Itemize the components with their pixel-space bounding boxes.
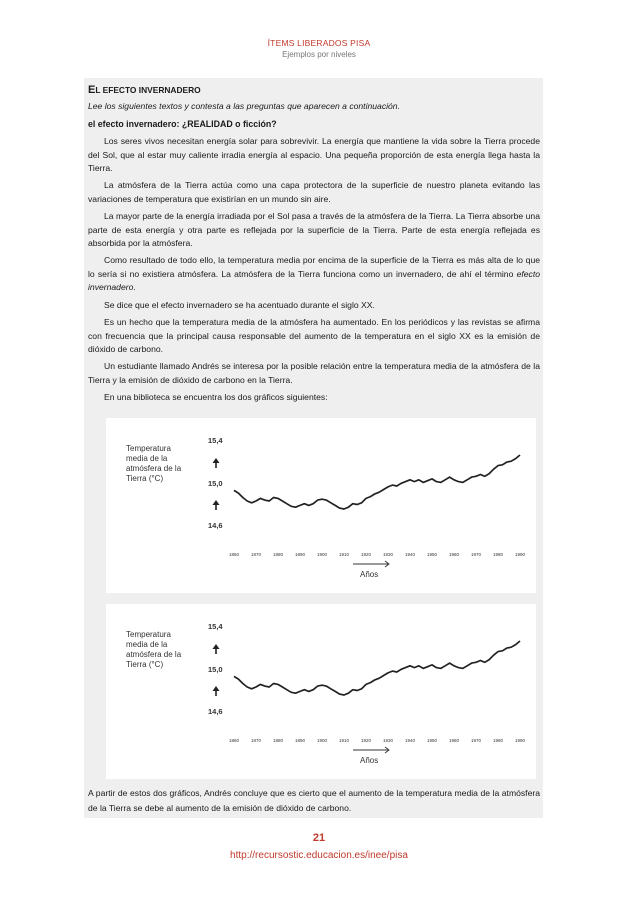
paragraph: Los seres vivos necesitan energía solar para sobrevivir. La energía que mantiene la vida sobre la Tierra procede del Sol, que al estar muy caliente irradia energía al espacio. Una pequeña proporción de esta energía llega hasta la Tierra. [88,136,540,174]
temperature-chart-2 [106,604,536,779]
y-tick-label: 14,6 [208,707,223,716]
header-title: ÍTEMS LIBERADOS PISA [267,38,371,48]
up-arrow-head-icon [213,686,220,691]
x-tick-label: 1900 [316,738,328,743]
x-tick-label: 1870 [250,738,262,743]
x-tick-label: 1960 [448,738,460,743]
x-tick-label: 1950 [426,738,438,743]
footer-url: http://recursostic.educacion.es/inee/pisa [230,850,408,861]
x-tick-label: 1920 [360,552,372,557]
y-tick-label: 15,0 [208,479,223,488]
y-tick-label: 15,4 [208,436,223,445]
paragraph: La atmósfera de la Tierra actúa como una capa protectora de la superficie de nuestro planeta evitando las variaciones de temperatura que existirían en un mundo sin aire. [88,180,540,204]
paragraph-greenhouse [88,254,540,294]
paragraph: La mayor parte de la energía irradiada por el Sol pasa a través de la atmósfera de la Tierra. La Tierra absorbe una parte de esta energía y otra parte es reflejada por la superficie de la Tierra. Parte de esta energía reflejada es absorbida por la atmósfera. [88,211,540,249]
section-intro: Lee los siguientes textos y contesta a las preguntas que aparecen a continuación. [88,101,400,112]
x-tick-label: 1880 [272,552,284,557]
y-axis-label-line: media de la [126,454,168,463]
y-tick-label: 14,6 [208,521,223,530]
up-arrow-head-icon [213,458,220,463]
paragraph: En una biblioteca se encuentra los dos gráficos siguientes: [104,392,328,403]
chart-svg [106,604,536,779]
y-axis-label-line: Temperatura [126,444,171,453]
x-tick-label: 1860 [228,738,240,743]
x-tick-label: 1980 [492,738,504,743]
x-tick-label: 1910 [338,552,350,557]
x-tick-label: 1950 [426,552,438,557]
x-tick-label: 1900 [316,552,328,557]
x-tick-label: 1940 [404,738,416,743]
document-body [88,84,540,409]
x-tick-label: 1910 [338,738,350,743]
conclusion-paragraph: A partir de estos dos gráficos, Andrés concluye que es cierto que el aumento de la temperatura media de la atmósfera de la Tierra se debe al aumento de la emisión de dióxido de carbono. [88,788,540,813]
paragraph: Es un hecho que la temperatura media de la atmósfera ha aumentado. En los periódicos y las revistas se afirma con frecuencia que la principal causa responsable del aumento de la temperatura en el siglo XX es la emisión de dióxido de carbono. [88,317,540,354]
section-title-rest: L EFECTO INVERNADERO [95,85,201,95]
x-axis-label: Años [360,570,379,579]
x-tick-label: 1960 [448,552,460,557]
header-subtitle: Ejemplos por niveles [282,50,356,59]
x-tick-label: 1890 [294,738,306,743]
x-tick-label: 1930 [382,738,394,743]
section-title [88,84,540,97]
y-tick-label: 15,0 [208,665,223,674]
greenhouse-term: efecto invernadero [88,268,540,293]
y-axis-label-line: atmósfera de la [126,650,182,659]
x-tick-label: 1980 [492,552,504,557]
temperature-chart-1 [106,418,536,593]
y-axis-label [126,444,182,483]
x-tick-label: 1870 [250,552,262,557]
chart-svg [106,418,536,593]
y-axis-label [126,630,182,669]
y-axis-label-line: atmósfera de la [126,464,182,473]
y-tick-label: 15,4 [208,622,223,631]
paragraph: Se dice que el efecto invernadero se ha acentuado durante el siglo XX. [104,299,375,310]
paragraph: Un estudiante llamado Andrés se interesa por la posible relación entre la temperatura media de la atmósfera de la Tierra y la emisión de dióxido de carbono en la Tierra. [88,361,540,385]
page-number: 21 [312,832,326,844]
up-arrow-head-icon [213,500,220,505]
y-axis-label-line: Temperatura [126,630,171,639]
x-axis-label: Años [360,756,379,765]
y-axis-label-line: Tierra (°C) [126,660,164,669]
paragraph-greenhouse-text: Como resultado de todo ello, la temperatura media por encima de la superficie de la Tierra es más alta de lo que lo sería si no existiera atmósfera. La atmósfera de la Tierra funciona como un invernadero, de ahí el término [88,255,540,279]
x-tick-label: 1860 [228,552,240,557]
temperature-series-line [234,455,520,509]
y-axis-label-line: Tierra (°C) [126,474,164,483]
x-tick-label: 1940 [404,552,416,557]
temperature-series-line [234,641,520,695]
y-axis-label-line: media de la [126,640,168,649]
paragraph-greenhouse-end: . [133,282,136,293]
x-tick-label: 1990 [514,552,526,557]
section-title-initial: E [88,84,96,96]
x-tick-label: 1970 [470,738,482,743]
x-tick-label: 1920 [360,738,372,743]
x-tick-label: 1880 [272,738,284,743]
up-arrow-head-icon [213,644,220,649]
x-tick-label: 1970 [470,552,482,557]
x-tick-label: 1930 [382,552,394,557]
x-tick-label: 1990 [514,738,526,743]
section-subtitle: el efecto invernadero: ¿REALIDAD o ficción? [88,118,277,129]
x-tick-label: 1890 [294,552,306,557]
